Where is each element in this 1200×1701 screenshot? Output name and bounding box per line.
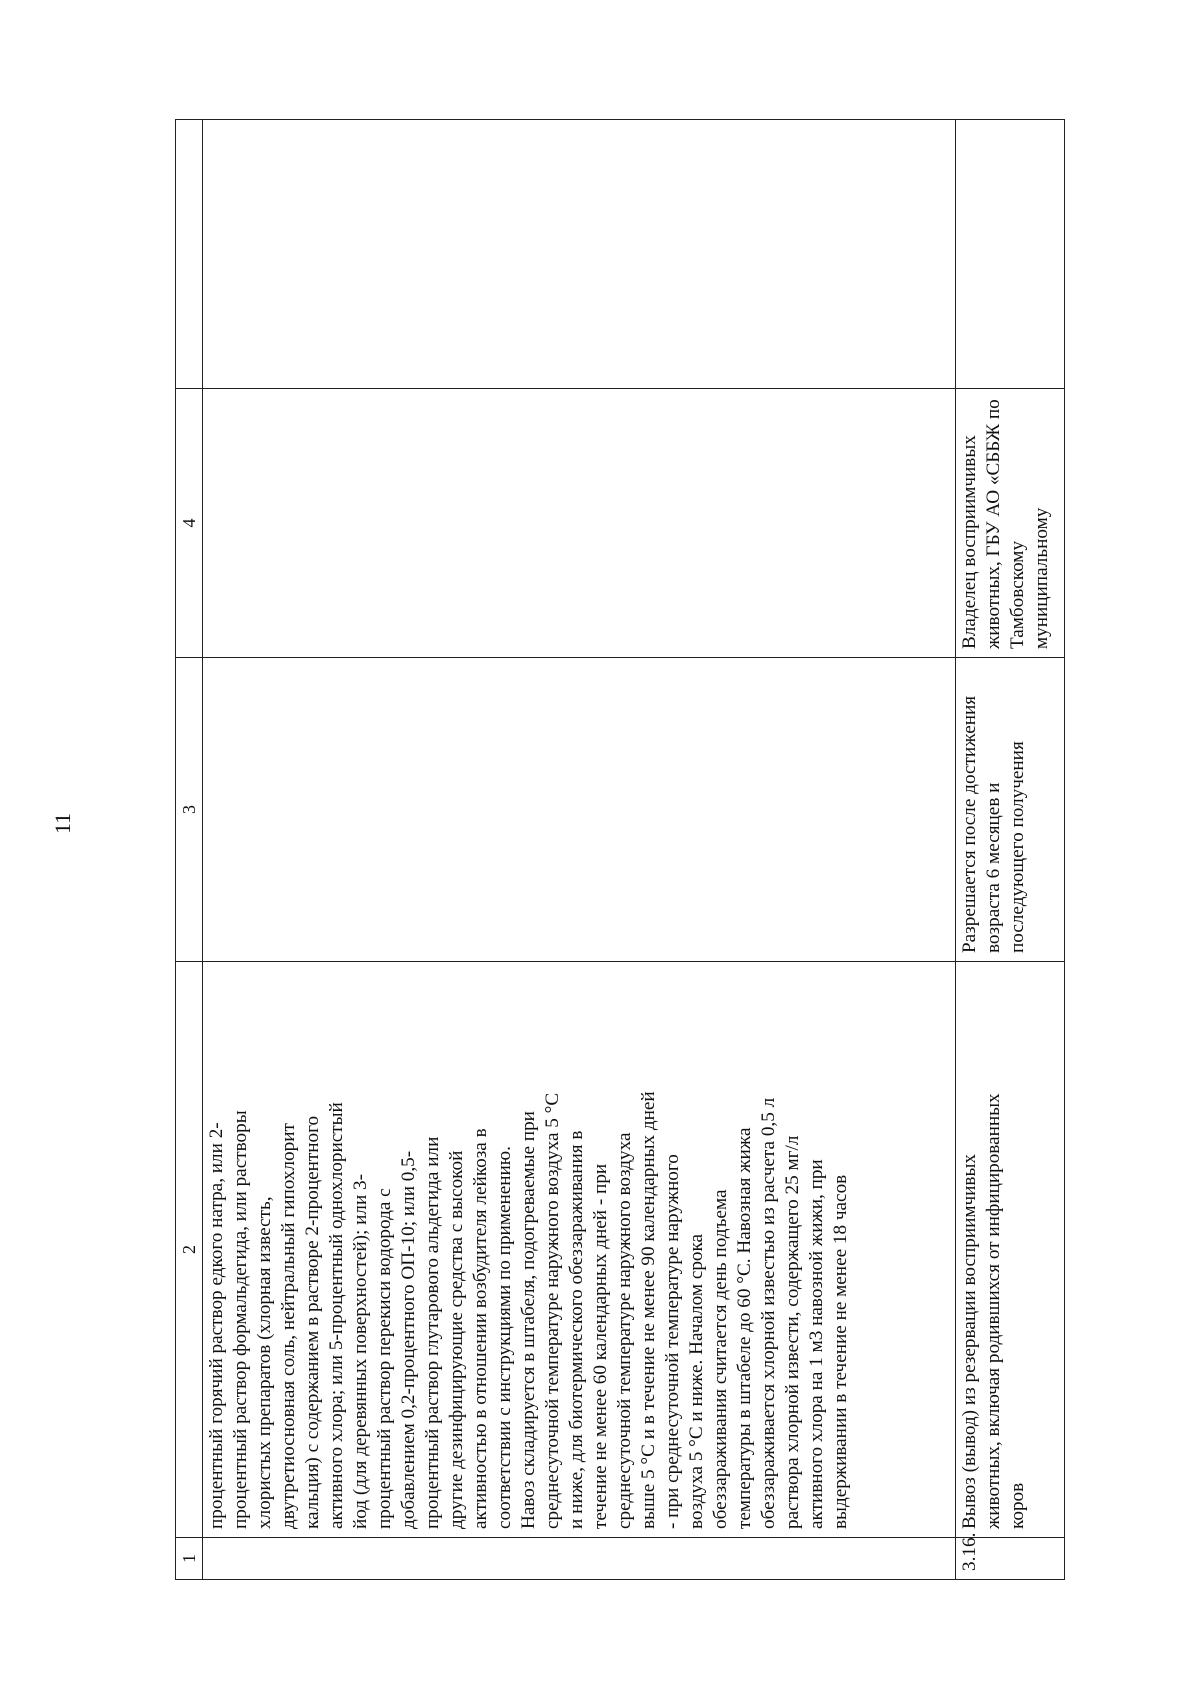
row-number: 3.16. bbox=[956, 1538, 1065, 1580]
table-row bbox=[956, 120, 1065, 1580]
header-cell-5 bbox=[176, 120, 203, 389]
table-header-row bbox=[176, 120, 203, 1580]
responsible-text bbox=[203, 389, 956, 658]
header-cell-2: 2 bbox=[176, 962, 203, 1538]
extra-cell bbox=[203, 120, 956, 389]
rotated-table-wrapper bbox=[175, 120, 1065, 1580]
header-cell-3: 3 bbox=[176, 658, 203, 962]
table-row bbox=[203, 120, 956, 1580]
extra-cell bbox=[956, 120, 1065, 389]
term-text: Разрешается после достижения возраста 6 месяцев и последующего получения bbox=[956, 658, 1065, 962]
header-cell-1: 1 bbox=[176, 1538, 203, 1580]
header-cell-4: 4 bbox=[176, 389, 203, 658]
responsible-text: Владелец восприимчивых животных, ГБУ АО «СББЖ по Тамбовскому муниципальному bbox=[956, 389, 1065, 658]
page-number: 11 bbox=[50, 812, 75, 834]
row-number bbox=[203, 1538, 956, 1580]
measure-text: Вывоз (вывод) из резервации восприимчивых животных, включая родившихся от инфицированных коров bbox=[956, 962, 1065, 1538]
measures-table bbox=[175, 119, 1065, 1580]
term-text bbox=[203, 658, 956, 962]
measure-text: процентный горячий раствор едкого натра, или 2- процентный раствор формальдегида, или растворы хлористых препаратов (хлорная известь, двутретиосновная соль, нейтральный гипохлорит кальция) с содержанием в растворе 2-процентного активного хлора; или 5-процентный однохлористый йод (для деревянных поверхностей); или 3- процентный раствор перекиси водорода с добавлением 0,2-процентного ОП-10; или 0,5- процентный раствор глутарового альдегида или другие дезинфицирующие средства с высокой активностью в отношении возбудителя лейкоза в соответствии с инструкциями по применению. Навоз складируется в штабеля, подогреваемые при среднесуточной температуре наружного воздуха 5 °С и ниже, для биотермического обеззараживания в течение не менее 60 календарных дней - при среднесуточной температуре наружного воздуха выше 5 °С и в течение не менее 90 календарных дней - при среднесуточной температуре наружного воздуха 5 °С и ниже. Началом срока обеззараживания считается день подъема температуры в штабеле до 60 °С. Навозная жижа обеззараживается хлорной известью из расчета 0,5 л раствора хлорной извести, содержащего 25 мг/л активного хлора на 1 м3 навозной жижи, при выдерживании в течение не менее 18 часов bbox=[203, 962, 956, 1538]
